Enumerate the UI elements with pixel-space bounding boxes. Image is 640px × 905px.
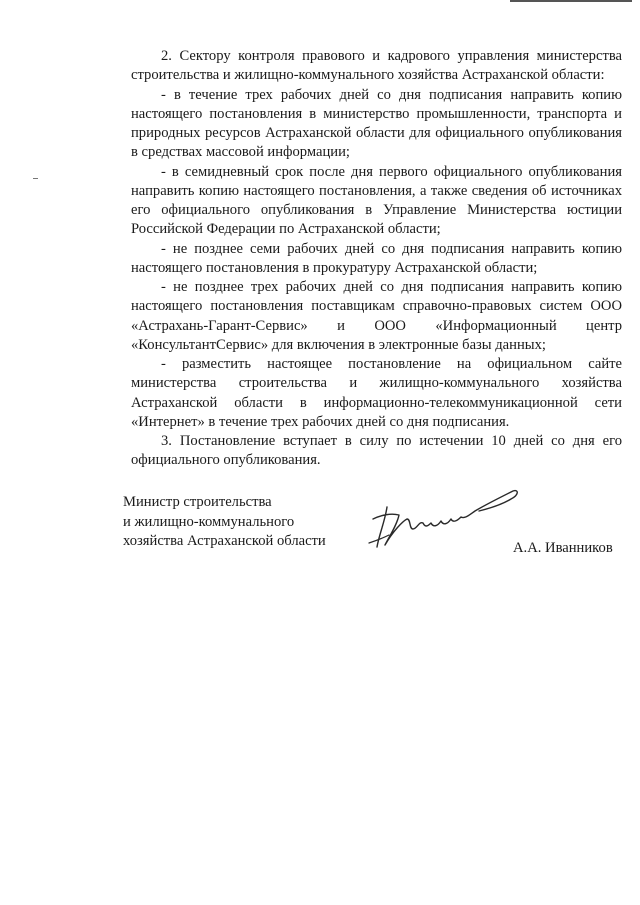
position-line: Министр строительства xyxy=(123,494,272,510)
signatory-position xyxy=(123,493,363,552)
signature-block xyxy=(123,493,623,556)
list-item-publication-copy: - в течение трех рабочих дней со дня подписания направить копию настоящего постановления в министерство промышленности, транспорта и природных ресурсов Астраханской области для официального опубликования в средствах массовой информации; xyxy=(131,86,622,161)
list-item-website: - разместить настоящее постановление на официальном сайте министерства строительства и жилищно-коммунального хозяйства Астраханской области в информационно-телекоммуникационной сети «Интернет» в течение трех рабочих дней со дня подписания. xyxy=(131,356,622,430)
list-item-legal-systems: - не позднее трех рабочих дней со дня подписания направить копию настоящего постановления поставщикам справочно-правовых систем ООО «Астрахань-Гарант-Сервис» и ООО «Информационный центр «КонсультантСервис» для включения в электронные базы данных; xyxy=(131,279,622,353)
paragraph-item-2: 2. Сектору контроля правового и кадрового управления министерства строительства и жилищно-коммунального хозяйства Астраханской области: xyxy=(131,48,622,84)
paragraph-item-3: 3. Постановление вступает в силу по истечении 10 дней со дня его официального опубликования. xyxy=(131,433,622,469)
top-edge-rule xyxy=(510,0,632,2)
list-item-justice-ministry: - в семидневный срок после дня первого официального опубликования направить копию настоящего постановления, а также сведения об источниках его официального опубликования в Управление Министерства юстиции Российской Федерации по Астраханской области; xyxy=(131,163,622,238)
margin-mark xyxy=(33,178,38,179)
position-line: и жилищно-коммунального xyxy=(123,513,295,530)
signatory-name: А.А. Иванников xyxy=(513,540,613,556)
handwritten-signature-icon xyxy=(363,485,523,555)
position-line: хозяйства Астраханской области xyxy=(123,533,326,549)
document-body xyxy=(131,47,622,471)
list-item-prosecutor: - не позднее семи рабочих дней со дня подписания направить копию настоящего постановления в прокуратуру Астраханской области; xyxy=(131,240,622,276)
